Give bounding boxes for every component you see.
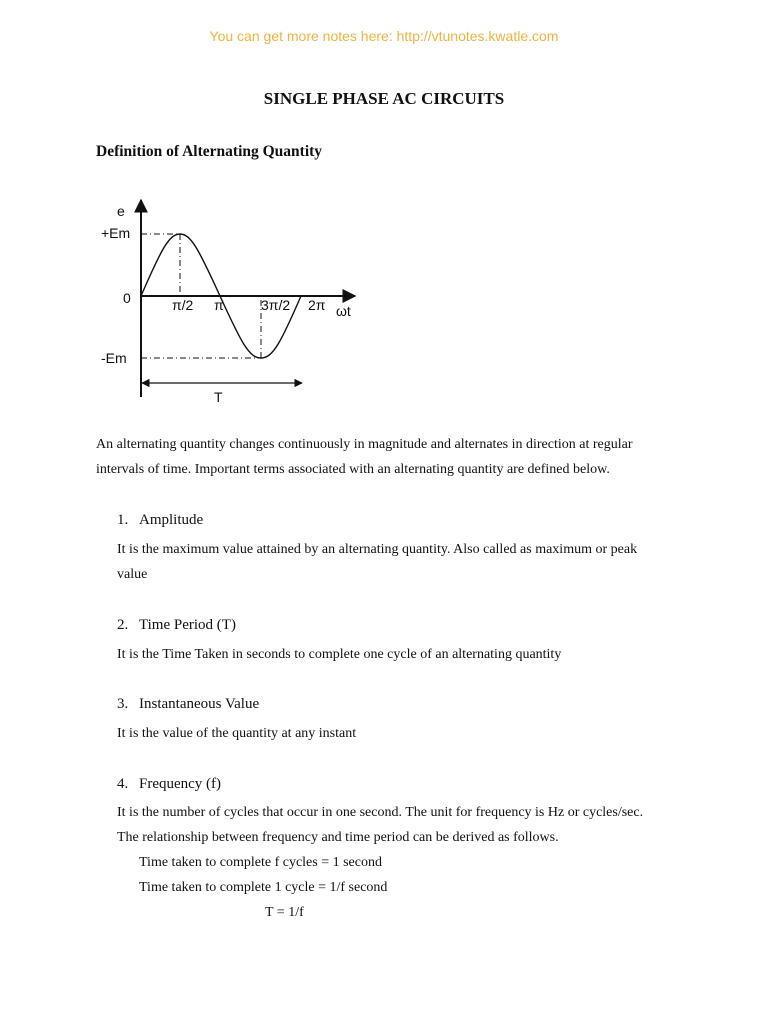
tick-label: π [214,297,224,313]
term-label: Frequency (f) [139,776,222,792]
tick-label: π/2 [172,297,194,313]
term-title-time-period [117,617,236,634]
x-axis-label: ωt [336,303,351,319]
term-label: Instantaneous Value [139,696,260,712]
period-label: T [214,389,223,405]
y-axis-label: e [117,203,125,219]
term-line: It is the maximum value attained by an alternating quantity. Also called as maximum or peak [117,542,638,557]
term-number: 1. [117,512,129,528]
derivation-line: Time taken to complete 1 cycle = 1/f second [139,880,388,895]
term-title-frequency [117,776,221,793]
neg-peak-label: -Em [101,350,127,366]
term-body-amplitude [117,537,637,587]
term-number: 3. [117,696,129,712]
intro-line: intervals of time. Important terms associated with an alternating quantity are defined below. [96,462,610,477]
term-line: It is the number of cycles that occur in one second. The unit for frequency is Hz or cycles/sec. [117,805,644,820]
term-title-instantaneous-value [117,696,259,713]
term-line: It is the value of the quantity at any instant [117,726,357,741]
tick-label: 2π [308,297,326,313]
derivation-line: Time taken to complete f cycles = 1 second [139,855,382,870]
term-body-time-period [117,642,561,667]
term-number: 2. [117,617,129,633]
pos-peak-label: +Em [101,225,131,241]
term-line: The relationship between frequency and time period can be derived as follows. [117,830,559,845]
term-title-amplitude [117,512,203,529]
term-label: Time Period (T) [139,617,236,633]
term-number: 4. [117,776,129,792]
derivation-result: T = 1/f [265,905,304,920]
origin-label: 0 [123,290,131,306]
intro-paragraph [96,432,633,482]
section-heading: Definition of Alternating Quantity [96,143,323,160]
notes-link[interactable]: You can get more notes here: http://vtunotes.kwatle.com [209,28,559,44]
term-line: It is the Time Taken in seconds to complete one cycle of an alternating quantity [117,647,562,662]
term-body-frequency [117,800,643,850]
tick-label: 3π/2 [261,297,291,313]
term-label: Amplitude [139,512,204,528]
term-line: value [117,567,148,582]
intro-line: An alternating quantity changes continuously in magnitude and alternates in direction at regular [96,437,633,452]
page-title: SINGLE PHASE AC CIRCUITS [263,89,505,108]
term-body-instantaneous-value [117,721,356,746]
sine-wave-diagram [95,195,375,410]
